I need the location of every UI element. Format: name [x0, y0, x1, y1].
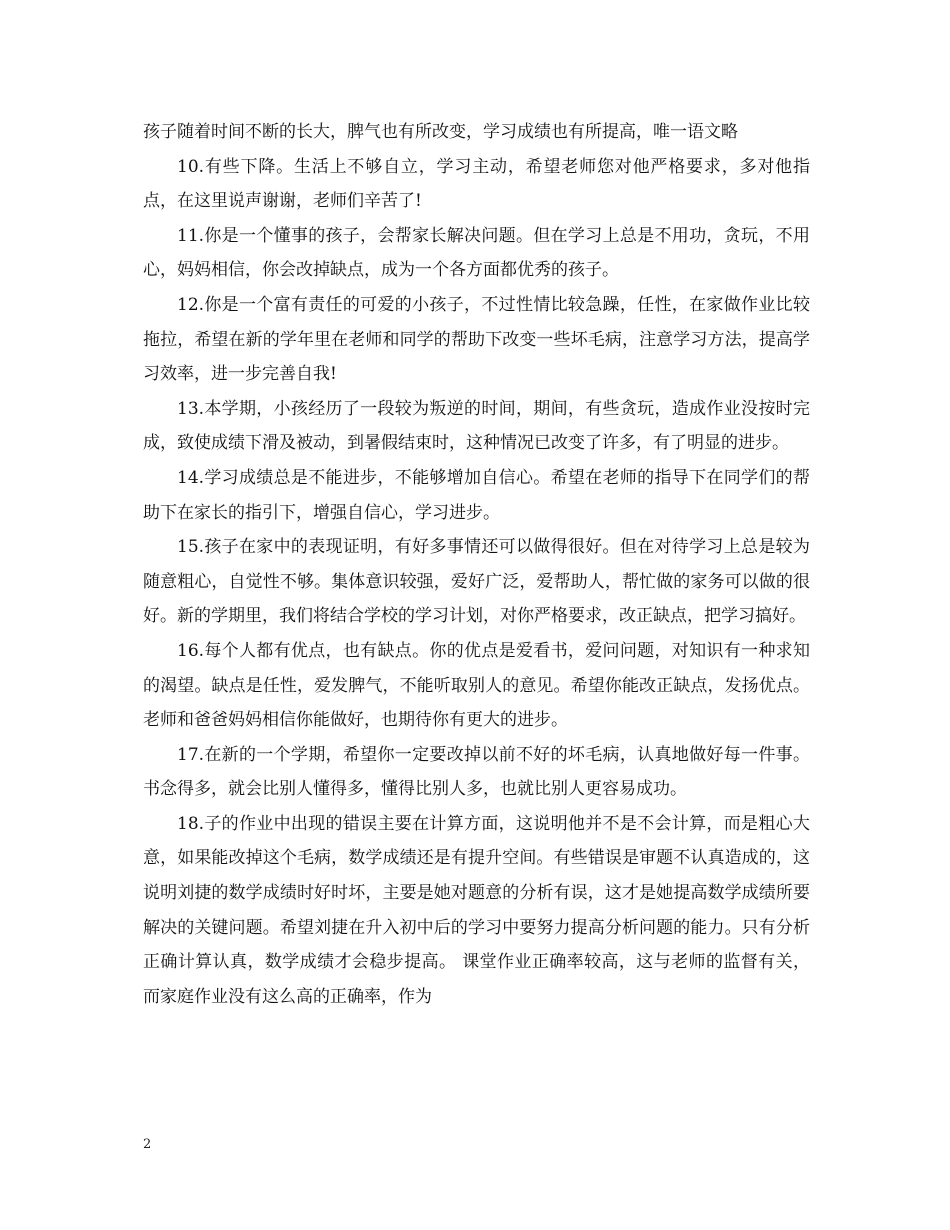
- paragraph-item-14: 14.学习成绩总是不能进步，不能够增加自信心。希望在老师的指导下在同学们的帮助下在家长的指引下，增强自信心，学习进步。: [143, 467, 810, 523]
- paragraph-item-18: 18.子的作业中出现的错误主要在计算方面，这说明他并不是不会计算，而是粗心大意，如果能改掉这个毛病，数学成绩还是有提升空间。有些错误是审题不认真造成的，这说明刘捷的数学成绩时好时坏，主要是她对题意的分析有误，这才是她提高数学成绩所要解决的关键问题。希望刘捷在升入初中后的学习中要努力提高分析问题的能力。只有分析正确计算认真，数学成绩才会稳步提高。 课堂作业正确率较高，这与老师的监督有关，而家庭作业没有这么高的正确率，作为: [143, 813, 810, 1007]
- paragraph-item-15: 15.孩子在家中的表现证明，有好多事情还可以做得很好。但在对待学习上总是较为随意粗心，自觉性不够。集体意识较强，爱好广泛，爱帮助人，帮忙做的家务可以做的很好。新的学期里，我们将结合学校的学习计划，对你严格要求，改正缺点，把学习搞好。: [143, 537, 810, 627]
- paragraph-item-16: 16.每个人都有优点，也有缺点。你的优点是爱看书，爱问问题，对知识有一种求知的渴望。缺点是任性，爱发脾气，不能听取别人的意见。希望你能改正缺点，发扬优点。老师和爸爸妈妈相信你能做好，也期待你有更大的进步。: [143, 640, 810, 731]
- page-number: 2: [143, 1137, 152, 1152]
- paragraph-item-13: 13.本学期，小孩经历了一段较为叛逆的时间，期间，有些贪玩，造成作业没按时完成，致使成绩下滑及被动，到暑假结束时，这种情况已改变了许多，有了明显的进步。: [143, 398, 810, 454]
- paragraph-item-12: 12.你是一个富有责任的可爱的小孩子，不过性情比较急躁，任性，在家做作业比较拖拉，希望在新的学年里在老师和同学的帮助下改变一些坏毛病，注意学习方法，提高学习效率，进一步完善自我!: [143, 294, 810, 385]
- paragraph-item-17: 17.在新的一个学期，希望你一定要改掉以前不好的坏毛病，认真地做好每一件事。书念得多，就会比别人懂得多，懂得比别人多，也就比别人更容易成功。: [143, 744, 810, 800]
- paragraph-item-11: 11.你是一个懂事的孩子，会帮家长解决问题。但在学习上总是不用功，贪玩，不用心，妈妈相信，你会改掉缺点，成为一个各方面都优秀的孩子。: [143, 225, 810, 281]
- paragraph-continuation: 孩子随着时间不断的长大，脾气也有所改变，学习成绩也有所提高，唯一语文略: [143, 122, 738, 142]
- paragraph-item-10: 10.有些下降。生活上不够自立，学习主动，希望老师您对他严格要求，多对他指点，在这里说声谢谢，老师们辛苦了!: [143, 156, 810, 212]
- document-body: [143, 115, 810, 1014]
